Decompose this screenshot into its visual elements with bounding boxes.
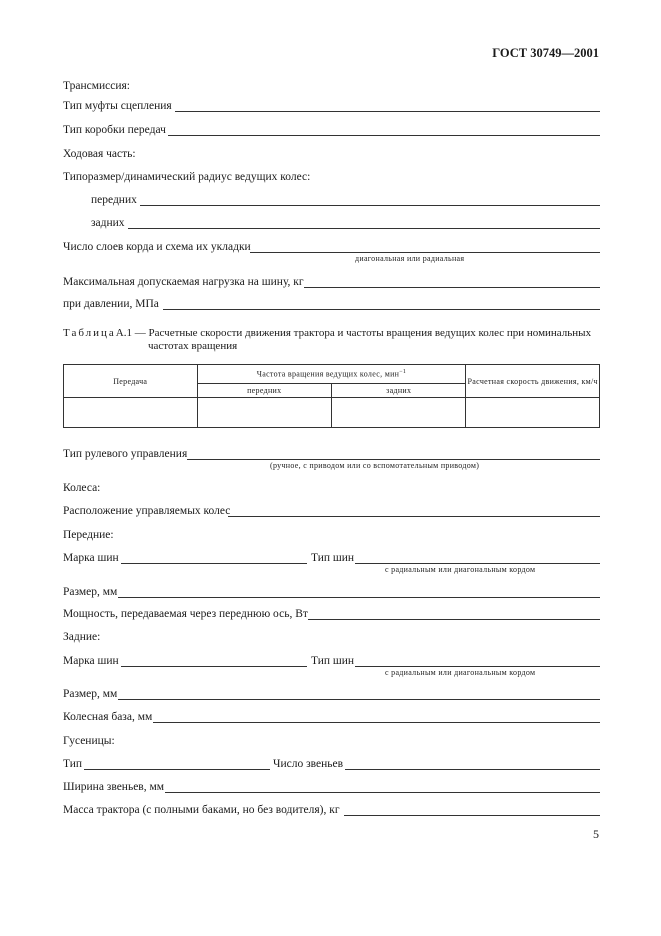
table-caption-label: Таблица xyxy=(63,327,116,339)
section-running-gear: Ходовая часть: xyxy=(63,148,136,160)
col-transmission-header: Передача xyxy=(64,365,198,398)
front-size-label: Размер, мм xyxy=(63,586,118,598)
rear-tire-type-field[interactable] xyxy=(355,666,600,667)
section-wheels: Колеса: xyxy=(63,482,101,494)
tractor-mass-label: Масса трактора (с полными баками, но без водителя), кг xyxy=(63,804,340,816)
tractor-mass-field[interactable] xyxy=(344,815,600,816)
link-count-label: Число звеньев xyxy=(273,758,344,770)
steered-wheels-field[interactable] xyxy=(228,516,600,517)
table-caption xyxy=(63,327,591,340)
front-wheels-field[interactable] xyxy=(140,205,600,206)
clutch-type-field[interactable] xyxy=(175,111,600,112)
cord-layers-field[interactable] xyxy=(250,252,600,253)
col-speed-header: Расчетная скорость движения, км/ч xyxy=(466,365,600,398)
rear-size-field[interactable] xyxy=(118,699,600,700)
rear-tire-type-note: с радиальным или диагональным кордом xyxy=(385,668,536,677)
link-width-field[interactable] xyxy=(165,792,600,793)
link-width-label: Ширина звеньев, мм xyxy=(63,781,165,793)
power-front-axle-field[interactable] xyxy=(308,619,600,620)
steered-wheels-label: Расположение управляемых колес xyxy=(63,505,231,517)
rear-wheels-field[interactable] xyxy=(128,228,600,229)
wheelbase-field[interactable] xyxy=(153,722,600,723)
pressure-label: при давлении, МПа xyxy=(63,298,159,310)
col-front-header: передних xyxy=(197,384,332,398)
front-tire-brand-label: Марка шин xyxy=(63,552,119,564)
section-rear: Задние: xyxy=(63,631,101,643)
tire-size-radius-label: Типоразмер/динамический радиус ведущих колес: xyxy=(63,171,311,183)
front-tire-type-note: с радиальным или диагональным кордом xyxy=(385,565,536,574)
steering-type-field[interactable] xyxy=(187,459,600,460)
rear-tire-brand-field[interactable] xyxy=(121,666,307,667)
rear-wheels-label: задних xyxy=(91,217,125,229)
cord-layers-note: диагональная или радиальная xyxy=(355,254,465,263)
front-size-field[interactable] xyxy=(118,597,600,598)
front-tire-type-label: Тип шин xyxy=(311,552,355,564)
rear-tire-brand-label: Марка шин xyxy=(63,655,119,667)
section-transmission: Трансмиссия: xyxy=(63,80,130,92)
table-cell[interactable] xyxy=(197,398,332,428)
gearbox-type-label: Тип коробки передач xyxy=(63,124,166,136)
steering-type-note: (ручное, с приводом или со вспомотательным приводом) xyxy=(270,461,480,470)
table-caption-text: — Расчетные скорости движения трактора и частоты вращения ведущих колес при номинальных xyxy=(134,327,592,339)
rear-size-label: Размер, мм xyxy=(63,688,118,700)
col-rotation-header xyxy=(197,365,466,384)
standard-number: ГОСТ 30749—2001 xyxy=(492,46,599,60)
front-tire-brand-field[interactable] xyxy=(121,563,307,564)
section-tracks: Гусеницы: xyxy=(63,735,115,747)
table-caption-line2: частотах вращения xyxy=(148,340,238,352)
max-load-field[interactable] xyxy=(304,287,600,288)
section-front: Передние: xyxy=(63,529,114,541)
wheelbase-label: Колесная база, мм xyxy=(63,711,153,723)
max-load-label: Максимальная допускаемая нагрузка на шину, кг xyxy=(63,276,304,288)
power-front-axle-label: Мощность, передаваемая через переднюю ось, Вт xyxy=(63,608,308,620)
table-cell[interactable] xyxy=(332,398,466,428)
clutch-type-label: Тип муфты сцепления xyxy=(63,100,172,112)
col-rotation-sup: −1 xyxy=(399,369,407,376)
track-type-field[interactable] xyxy=(84,769,270,770)
gearbox-type-field[interactable] xyxy=(168,135,600,136)
col-rotation-text: Частота вращения ведущих колес, мин xyxy=(256,369,400,379)
link-count-field[interactable] xyxy=(345,769,600,770)
page-number: 5 xyxy=(593,827,599,841)
steering-type-label: Тип рулевого управления xyxy=(63,448,188,460)
col-rear-header: задних xyxy=(332,384,466,398)
pressure-field[interactable] xyxy=(163,309,600,310)
track-type-label: Тип xyxy=(63,758,83,770)
table-cell[interactable] xyxy=(64,398,198,428)
speed-table xyxy=(63,364,600,428)
rear-tire-type-label: Тип шин xyxy=(311,655,355,667)
cord-layers-label: Число слоев корда и схема их укладки xyxy=(63,241,251,253)
table-caption-number: А.1 xyxy=(115,327,132,339)
front-tire-type-field[interactable] xyxy=(355,563,600,564)
table-cell[interactable] xyxy=(466,398,600,428)
front-wheels-label: передних xyxy=(91,194,137,206)
